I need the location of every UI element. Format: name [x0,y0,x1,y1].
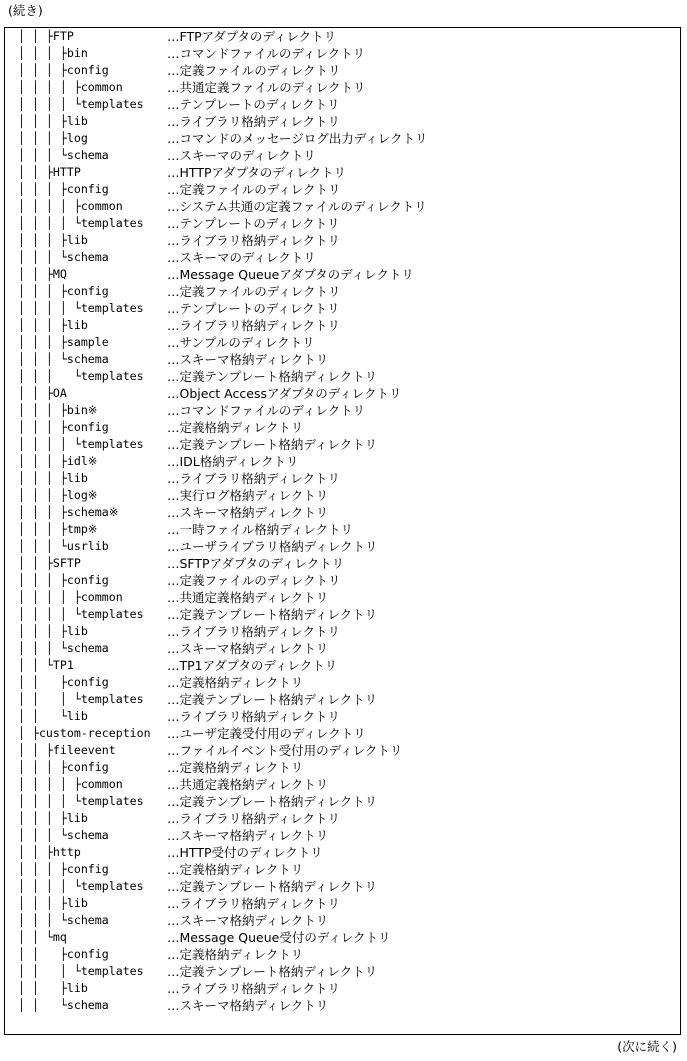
directory-path: │ ├custom-reception [18,726,151,740]
directory-description: …定義ファイルのディレクトリ [167,573,341,588]
directory-path: │ │ │ ├config [18,63,109,77]
tree-row [5,96,680,113]
directory-description: …コマンドファイルのディレクトリ [167,46,366,61]
tree-row [5,521,680,538]
tree-row [5,861,680,878]
directory-description: …スキーマ格納ディレクトリ [167,352,329,367]
directory-path: │ │ │ ├log※ [18,488,98,502]
directory-path: │ │ ├lib [18,981,88,995]
directory-tree-list [5,28,680,1014]
tree-row [5,759,680,776]
continued-next-label: (次に続く) [617,1039,677,1054]
directory-description: …定義格納ディレクトリ [167,862,304,877]
tree-row [5,436,680,453]
tree-row [5,504,680,521]
directory-path: │ │ │ ├sample [18,335,109,349]
directory-path: │ │ ├MQ [18,267,67,281]
tree-row [5,181,680,198]
tree-row [5,249,680,266]
tree-row [5,657,680,674]
directory-description: …ユーザ定義受付用のディレクトリ [167,726,366,741]
directory-path: │ │ │ ├lib [18,114,88,128]
tree-row [5,572,680,589]
tree-row [5,113,680,130]
directory-description: …ライブラリ格納ディレクトリ [167,318,341,333]
directory-path: │ │ │ │ └templates [18,794,144,808]
directory-path: │ │ │ │ ├common [18,199,123,213]
directory-path: │ │ │ └templates [18,369,144,383]
directory-path: │ │ │ └templates [18,964,144,978]
tree-row [5,895,680,912]
directory-path: │ │ │ │ └templates [18,879,144,893]
tree-row [5,232,680,249]
tree-row [5,555,680,572]
tree-row [5,674,680,691]
directory-path: │ │ │ └templates [18,692,144,706]
directory-description: …Message Queueアダプタのディレクトリ [167,267,414,282]
tree-row [5,300,680,317]
directory-path: │ │ │ │ └templates [18,216,144,230]
tree-row [5,606,680,623]
directory-path: │ │ └mq [18,930,67,944]
directory-description: …スキーマのディレクトリ [167,250,316,265]
tree-row [5,589,680,606]
tree-row [5,844,680,861]
directory-description: …Object Accessアダプタのディレクトリ [167,386,402,401]
directory-description: …スキーマのディレクトリ [167,148,316,163]
continued-label: (続き) [8,3,43,18]
directory-description: …ライブラリ格納ディレクトリ [167,811,341,826]
directory-path: │ │ ├config [18,947,109,961]
directory-description: …定義テンプレート格納ディレクトリ [167,879,378,894]
directory-description: …共通定義格納ディレクトリ [167,590,329,605]
directory-description: …システム共通の定義ファイルのディレクトリ [167,199,427,214]
tree-row [5,79,680,96]
directory-path: │ │ │ ├tmp※ [18,522,98,536]
directory-path: │ │ │ ├lib [18,471,88,485]
directory-path: │ │ │ ├bin [18,46,88,60]
directory-description: …定義ファイルのディレクトリ [167,284,341,299]
tree-row [5,147,680,164]
directory-description: …テンプレートのディレクトリ [167,97,340,112]
tree-row [5,470,680,487]
directory-path: │ │ │ ├config [18,420,109,434]
directory-description: …スキーマ格納ディレクトリ [167,828,329,843]
directory-path: │ │ │ ├lib [18,896,88,910]
directory-description: …テンプレートのディレクトリ [167,216,340,231]
directory-path: │ │ │ ├config [18,182,109,196]
directory-path: │ │ │ ├lib [18,233,88,247]
tree-row [5,45,680,62]
tree-row [5,742,680,759]
tree-row [5,963,680,980]
tree-row [5,62,680,79]
directory-path: │ │ │ └schema [18,352,109,366]
tree-row [5,164,680,181]
directory-path: │ │ │ │ └templates [18,301,144,315]
directory-path: │ │ │ │ └templates [18,97,144,111]
directory-description: …IDL格納ディレクトリ [167,454,299,469]
directory-description: …共通定義ファイルのディレクトリ [167,80,366,95]
directory-path: │ │ │ │ └templates [18,437,144,451]
directory-path: │ │ │ ├log [18,131,88,145]
directory-path: │ │ │ ├lib [18,624,88,638]
directory-path: │ │ ├HTTP [18,165,81,179]
directory-description: …定義テンプレート格納ディレクトリ [167,607,378,622]
tree-row [5,810,680,827]
directory-description: …FTPアダプタのディレクトリ [167,29,337,44]
tree-row [5,453,680,470]
directory-path: │ │ │ ├config [18,573,109,587]
directory-description: …スキーマ格納ディレクトリ [167,913,329,928]
directory-description: …TP1アダプタのディレクトリ [167,658,338,673]
tree-row [5,317,680,334]
directory-path: │ │ │ └schema [18,828,109,842]
tree-row [5,776,680,793]
tree-row [5,623,680,640]
tree-row [5,385,680,402]
directory-path: │ │ │ ├idl※ [18,454,98,468]
tree-row [5,266,680,283]
directory-description: …一時ファイル格納ディレクトリ [167,522,354,537]
tree-row [5,640,680,657]
directory-description: …HTTP受付のディレクトリ [167,845,323,860]
directory-path: │ │ │ │ └templates [18,607,144,621]
directory-description: …テンプレートのディレクトリ [167,301,340,316]
directory-description: …定義格納ディレクトリ [167,947,304,962]
tree-row [5,487,680,504]
directory-path: │ │ ├FTP [18,29,74,43]
directory-description: …ライブラリ格納ディレクトリ [167,896,341,911]
directory-description: …定義ファイルのディレクトリ [167,182,341,197]
directory-path: │ │ │ └schema [18,250,109,264]
directory-path: │ │ └schema [18,998,109,1012]
directory-description: …ライブラリ格納ディレクトリ [167,233,341,248]
tree-row [5,912,680,929]
tree-row [5,691,680,708]
directory-path: │ │ │ ├config [18,862,109,876]
directory-path: │ │ │ │ ├common [18,777,123,791]
tree-row [5,827,680,844]
directory-path: │ │ │ └schema [18,913,109,927]
directory-description: …定義テンプレート格納ディレクトリ [167,692,378,707]
tree-row [5,283,680,300]
directory-description: …ライブラリ格納ディレクトリ [167,114,341,129]
directory-description: …実行ログ格納ディレクトリ [167,488,329,503]
directory-description: …ライブラリ格納ディレクトリ [167,709,341,724]
directory-path: │ │ │ └schema [18,148,109,162]
directory-description: …HTTPアダプタのディレクトリ [167,165,346,180]
directory-description: …定義テンプレート格納ディレクトリ [167,369,378,384]
directory-description: …ファイルイベント受付用のディレクトリ [167,743,403,758]
directory-description: …スキーマ格納ディレクトリ [167,641,329,656]
directory-tree-frame [4,27,681,1035]
directory-description: …定義格納ディレクトリ [167,675,304,690]
directory-path: │ │ │ │ ├common [18,590,123,604]
tree-row [5,351,680,368]
directory-description: …定義ファイルのディレクトリ [167,63,341,78]
directory-description: …定義テンプレート格納ディレクトリ [167,437,378,452]
directory-description: …共通定義格納ディレクトリ [167,777,329,792]
directory-path: │ │ ├http [18,845,81,859]
tree-row [5,929,680,946]
directory-description: …サンプルのディレクトリ [167,335,315,350]
directory-path: │ │ ├SFTP [18,556,81,570]
directory-description: …定義テンプレート格納ディレクトリ [167,794,378,809]
directory-description: …コマンドのメッセージログ出力ディレクトリ [167,131,428,146]
tree-row [5,198,680,215]
directory-path: │ │ ├fileevent [18,743,116,757]
tree-row [5,368,680,385]
directory-path: │ │ └lib [18,709,88,723]
tree-row [5,538,680,555]
tree-row [5,980,680,997]
directory-path: │ │ │ └usrlib [18,539,109,553]
directory-path: │ │ │ ├lib [18,811,88,825]
directory-path: │ │ ├config [18,675,109,689]
tree-row [5,130,680,147]
directory-path: │ │ │ ├lib [18,318,88,332]
tree-row [5,946,680,963]
directory-path: │ │ │ ├schema※ [18,505,119,519]
tree-row [5,708,680,725]
directory-description: …ユーザライブラリ格納ディレクトリ [167,539,378,554]
directory-description: …ライブラリ格納ディレクトリ [167,981,341,996]
directory-path: │ │ ├OA [18,386,67,400]
directory-description: …スキーマ格納ディレクトリ [167,505,329,520]
directory-description: …定義格納ディレクトリ [167,420,304,435]
directory-path: │ │ │ ├config [18,760,109,774]
directory-description: …ライブラリ格納ディレクトリ [167,624,341,639]
tree-row [5,28,680,45]
directory-path: │ │ │ └schema [18,641,109,655]
tree-row [5,419,680,436]
directory-description: …スキーマ格納ディレクトリ [167,998,329,1013]
directory-path: │ │ └TP1 [18,658,74,672]
tree-row [5,402,680,419]
directory-path: │ │ │ │ ├common [18,80,123,94]
directory-path: │ │ │ ├config [18,284,109,298]
tree-row [5,997,680,1014]
directory-description: …コマンドファイルのディレクトリ [167,403,366,418]
directory-path: │ │ │ ├bin※ [18,403,98,417]
tree-row [5,725,680,742]
directory-description: …定義テンプレート格納ディレクトリ [167,964,378,979]
directory-description: …SFTPアダプタのディレクトリ [167,556,345,571]
directory-description: …定義格納ディレクトリ [167,760,304,775]
tree-row [5,793,680,810]
tree-row [5,878,680,895]
tree-row [5,215,680,232]
directory-description: …Message Queue受付のディレクトリ [167,930,391,945]
directory-description: …ライブラリ格納ディレクトリ [167,471,341,486]
tree-row [5,334,680,351]
